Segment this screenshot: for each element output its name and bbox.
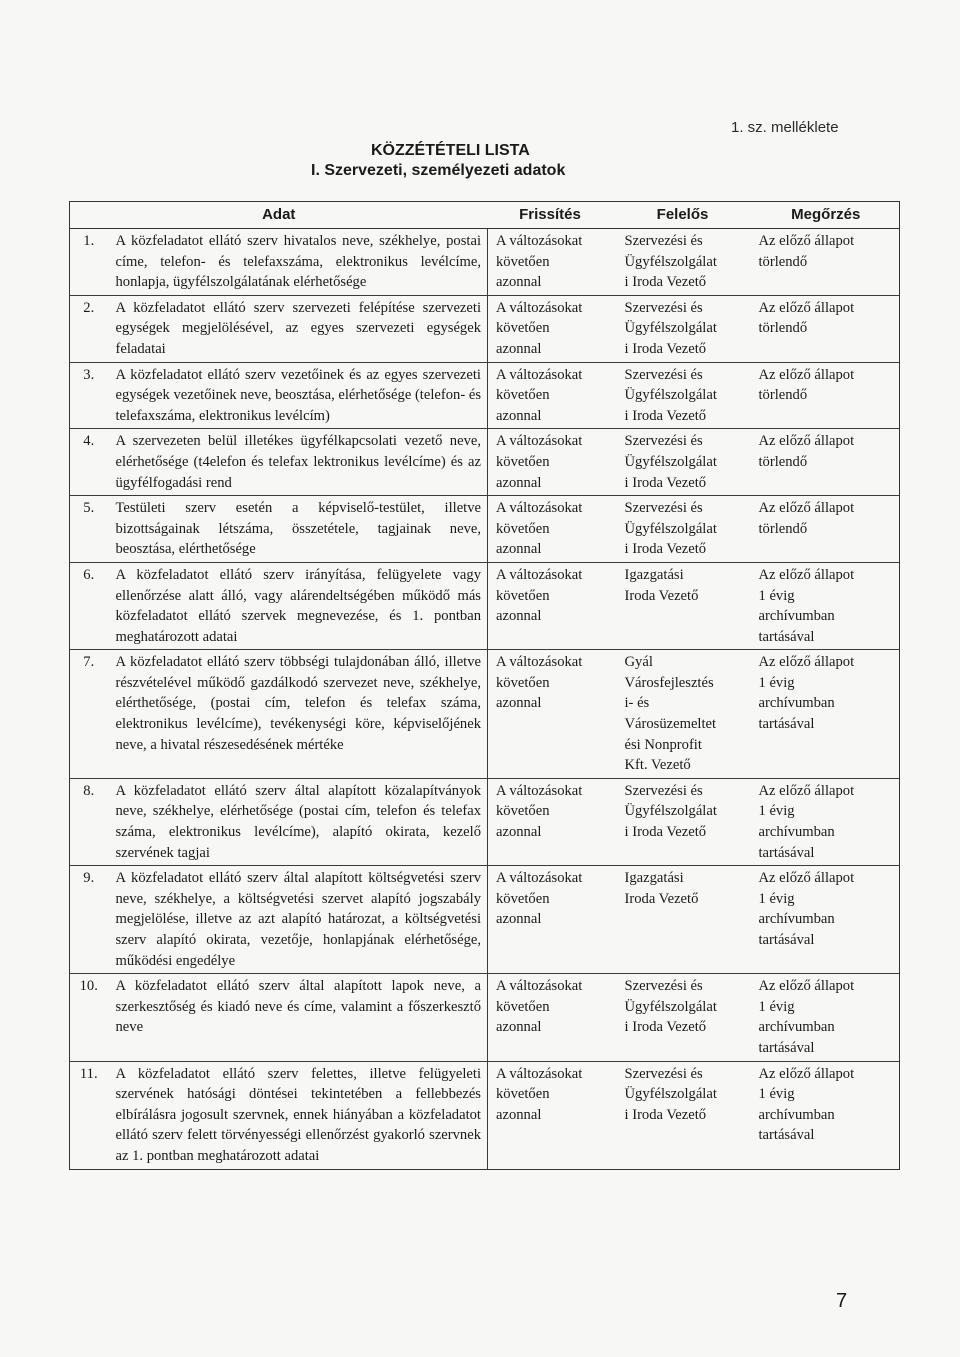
row-retention — [753, 429, 900, 496]
row-description: A közfeladatot ellátó szerv hivatalos neve, székhelye, postai címe, telefon- és telefaxszáma, elektronikus levélcíme, honlapja, ügyfélszolgálatának elérhetősége — [108, 229, 488, 296]
row-responsible-line: Iroda Vezető — [624, 587, 699, 604]
row-number: 8. — [70, 778, 108, 865]
row-update-frequency-line: követően — [496, 674, 550, 691]
row-retention — [753, 362, 900, 429]
row-responsible-line: Ügyfélszolgálat — [624, 1086, 717, 1103]
table-row — [70, 650, 900, 779]
row-description: A közfeladatot ellátó szerv többségi tulajdonában álló, illetve részvételével működő gazdálkodó szervezet neve, székhelye, elérthetősége, (postai cím, telefon és telefax száma, elektronikus levélcíme), tevékenységi köre, képviselőjének neve, a hivatal részesedésének mértéke — [108, 650, 488, 779]
row-responsible-line: Ügyfélszolgálat — [624, 453, 717, 470]
row-retention-line: Az előző állapot — [758, 978, 855, 995]
row-number: 3. — [70, 362, 108, 429]
row-update-frequency-line: azonnal — [496, 274, 542, 291]
row-retention-line: Az előző állapot — [758, 1065, 855, 1082]
row-update-frequency-line: követően — [496, 1086, 550, 1103]
row-responsible-line: Szervezési és — [624, 366, 703, 383]
row-responsible-line: Szervezési és — [624, 433, 703, 450]
row-retention-line: törlendő — [758, 253, 808, 270]
row-retention-line: Az előző állapot — [758, 366, 855, 383]
annex-label: 1. sz. melléklete — [731, 119, 839, 136]
row-responsible-line: Szervezési és — [624, 978, 703, 995]
row-retention-line: törlendő — [758, 320, 808, 337]
row-update-frequency-line: azonnal — [496, 608, 542, 625]
row-number: 9. — [70, 866, 108, 974]
row-responsible-line: Ügyfélszolgálat — [624, 998, 717, 1015]
row-responsible — [613, 1061, 753, 1169]
row-responsible-line: Szervezési és — [624, 500, 703, 517]
row-retention-line: tartásával — [758, 932, 815, 948]
row-responsible-line: i Iroda Vezető — [624, 1106, 707, 1123]
column-header-megorzes: Megőrzés — [753, 202, 900, 229]
row-responsible-line: i- és — [624, 695, 650, 712]
row-responsible-line: Ügyfélszolgálat — [624, 253, 717, 270]
row-retention — [753, 778, 900, 865]
row-responsible-line: Városfejlesztés — [624, 674, 714, 691]
row-retention-line: 1 évig — [758, 890, 795, 907]
row-retention-line: Az előző állapot — [758, 870, 855, 887]
row-responsible-line: i Iroda Vezető — [624, 541, 707, 558]
row-number: 7. — [70, 650, 108, 779]
row-update-frequency-line: azonnal — [496, 911, 542, 928]
row-description: A szervezeten belül illetékes ügyfélkapcsolati vezető neve, elérhetősége (t4elefon és telefax lektronikus levélcíme) és az ügyfélfogadási rend — [108, 429, 488, 496]
row-description: A közfeladatot ellátó szerv által alapított költségvetési szerv neve, székhelye, a költségvetési szervet alapító jogszabály megjelölése, illetve az azt alapító határozat, a költségvetési szerv alapító okirata, vezetője, honlapjának elérhetősége, működési engedélye — [108, 866, 488, 974]
row-responsible-line: Ügyfélszolgálat — [624, 520, 717, 537]
row-retention-line: 1 évig — [758, 674, 795, 691]
row-description: A közfeladatot ellátó szerv irányítása, felügyelete vagy ellenőrzése alatt álló, vagy alárendeltségében működő más közfeladatot ellátó szervek megnevezése, és 1. pontban meghatározott adatai — [108, 562, 488, 649]
column-header-frissites: Frissítés — [488, 202, 613, 229]
row-update-frequency-line: A változásokat — [496, 433, 583, 450]
row-description: A közfeladatot ellátó szerv vezetőinek és az egyes szervezeti egységek vezetőinek neve, beosztása, elérhetősége (telefon- és telefaxszáma, elektronikus levélcím) — [108, 362, 488, 429]
page-number: 7 — [836, 1290, 848, 1312]
row-update-frequency — [488, 562, 613, 649]
row-retention — [753, 229, 900, 296]
row-retention-line: törlendő — [758, 453, 808, 470]
row-responsible — [613, 362, 753, 429]
row-responsible-line: i Iroda Vezető — [624, 1019, 707, 1036]
row-retention — [753, 974, 900, 1061]
table-row — [70, 229, 900, 296]
row-update-frequency — [488, 650, 613, 779]
row-description: A közfeladatot ellátó szerv által alapított közalapítványok neve, székhelye, elérhetősége (postai cím, telefon és telefax száma, elektronikus levélcíme), alapító okirata, kezelő szervének tagjai — [108, 778, 488, 865]
row-retention-line: archívumban — [758, 824, 835, 841]
row-retention-line: törlendő — [758, 387, 808, 404]
row-responsible-line: Kft. Vezető — [624, 757, 691, 774]
row-retention-line: tartásával — [758, 1039, 815, 1056]
row-responsible-line: Igazgatási — [624, 566, 684, 583]
row-update-frequency — [488, 229, 613, 296]
row-retention-line: törlendő — [758, 520, 808, 537]
row-retention-line: tartásával — [758, 844, 815, 861]
row-description: A közfeladatot ellátó szerv szervezeti felépítése szervezeti egységek megjelölésével, az egyes szervezeti egységek feladatai — [108, 295, 488, 362]
table-row — [70, 778, 900, 865]
row-retention-line: 1 évig — [758, 803, 795, 820]
row-update-frequency-line: A változásokat — [496, 870, 583, 887]
row-retention-line: Az előző állapot — [758, 654, 855, 671]
row-update-frequency-line: A változásokat — [496, 566, 583, 583]
row-number: 6. — [70, 562, 108, 649]
row-responsible — [613, 295, 753, 362]
table-row — [70, 1061, 900, 1169]
row-update-frequency-line: A változásokat — [496, 654, 583, 671]
row-retention — [753, 866, 900, 974]
row-update-frequency — [488, 974, 613, 1061]
row-update-frequency — [488, 778, 613, 865]
row-update-frequency-line: azonnal — [496, 824, 542, 841]
row-update-frequency-line: A változásokat — [496, 500, 583, 517]
row-responsible-line: ési Nonprofit — [624, 736, 702, 753]
table-row — [70, 866, 900, 974]
row-update-frequency — [488, 1061, 613, 1169]
row-retention-line: archívumban — [758, 911, 835, 928]
row-retention-line: 1 évig — [758, 587, 795, 604]
row-responsible-line: Szervezési és — [624, 233, 703, 249]
row-update-frequency-line: A változásokat — [496, 299, 583, 316]
row-retention-line: archívumban — [758, 608, 835, 625]
row-update-frequency-line: azonnal — [496, 541, 542, 558]
row-update-frequency-line: A változásokat — [496, 1065, 583, 1082]
row-number: 1. — [70, 229, 108, 296]
row-responsible-line: i Iroda Vezető — [624, 474, 707, 491]
row-retention-line: tartásával — [758, 1127, 815, 1144]
row-responsible — [613, 866, 753, 974]
table-row — [70, 429, 900, 496]
row-retention-line: archívumban — [758, 1019, 835, 1036]
row-retention-line: Az előző állapot — [758, 233, 855, 249]
row-responsible-line: Iroda Vezető — [624, 890, 699, 907]
column-header-felelos: Felelős — [613, 202, 753, 229]
row-update-frequency — [488, 866, 613, 974]
row-responsible-line: Városüzemeltet — [624, 716, 717, 733]
row-responsible-line: Szervezési és — [624, 299, 703, 316]
row-update-frequency-line: A változásokat — [496, 233, 583, 249]
row-responsible-line: i Iroda Vezető — [624, 824, 707, 841]
row-update-frequency-line: azonnal — [496, 1019, 542, 1036]
row-number: 4. — [70, 429, 108, 496]
row-description: A közfeladatot ellátó szerv által alapított lapok neve, a szerkesztőség és kiadó neve és címe, valamint a főszerkesztő neve — [108, 974, 488, 1061]
row-retention-line: Az előző állapot — [758, 782, 855, 799]
row-responsible — [613, 429, 753, 496]
row-update-frequency-line: követően — [496, 890, 550, 907]
row-update-frequency-line: követően — [496, 253, 550, 270]
column-header-adat: Adat — [70, 202, 488, 229]
row-update-frequency — [488, 295, 613, 362]
row-update-frequency-line: azonnal — [496, 695, 542, 712]
row-responsible-line: Szervezési és — [624, 782, 703, 799]
row-update-frequency-line: azonnal — [496, 407, 542, 424]
row-responsible — [613, 974, 753, 1061]
row-update-frequency-line: követően — [496, 387, 550, 404]
row-responsible-line: Ügyfélszolgálat — [624, 320, 717, 337]
row-update-frequency — [488, 362, 613, 429]
row-retention-line: Az előző állapot — [758, 433, 855, 450]
row-update-frequency-line: követően — [496, 803, 550, 820]
row-responsible-line: Igazgatási — [624, 870, 684, 887]
row-retention-line: tartásával — [758, 628, 815, 645]
row-retention-line: 1 évig — [758, 1086, 795, 1103]
row-retention — [753, 650, 900, 779]
table-header-row — [70, 202, 900, 229]
row-retention-line: Az előző állapot — [758, 500, 855, 517]
row-responsible-line: i Iroda Vezető — [624, 407, 707, 424]
row-retention-line: 1 évig — [758, 998, 795, 1015]
row-retention — [753, 496, 900, 563]
row-update-frequency-line: A változásokat — [496, 782, 583, 799]
table-row — [70, 562, 900, 649]
row-number: 2. — [70, 295, 108, 362]
table-row — [70, 362, 900, 429]
document-title: KÖZZÉTÉTELI LISTA — [371, 142, 530, 159]
row-retention-line: tartásával — [758, 716, 815, 733]
row-responsible — [613, 229, 753, 296]
disclosure-table — [69, 201, 900, 1170]
row-update-frequency-line: követően — [496, 520, 550, 537]
row-responsible-line: Gyál — [624, 654, 653, 671]
row-retention-line: archívumban — [758, 695, 835, 712]
row-number: 11. — [70, 1061, 108, 1169]
row-description: A közfeladatot ellátó szerv felettes, illetve felügyeleti szervének hatósági döntései tekintetében a fellebbezés elbírálásra jogosult szervnek, ennek hiányában a közfeladatot ellátó szerv felett törvényességi ellenőrzést gyakorló szervnek az 1. pontban meghatározott adatai — [108, 1061, 488, 1169]
table-body — [70, 229, 900, 1170]
row-responsible — [613, 496, 753, 563]
row-responsible-line: i Iroda Vezető — [624, 340, 707, 357]
row-retention-line: Az előző állapot — [758, 566, 855, 583]
row-responsible — [613, 650, 753, 779]
row-number: 5. — [70, 496, 108, 563]
row-update-frequency-line: követően — [496, 998, 550, 1015]
row-update-frequency — [488, 429, 613, 496]
row-responsible — [613, 562, 753, 649]
row-responsible-line: Ügyfélszolgálat — [624, 803, 717, 820]
row-retention-line: Az előző állapot — [758, 299, 855, 316]
table-row — [70, 295, 900, 362]
row-update-frequency-line: A változásokat — [496, 978, 583, 995]
row-update-frequency-line: azonnal — [496, 1106, 542, 1123]
row-update-frequency-line: A változásokat — [496, 366, 583, 383]
row-update-frequency-line: követően — [496, 320, 550, 337]
table-row — [70, 496, 900, 563]
row-retention-line: archívumban — [758, 1106, 835, 1123]
document-subtitle: I. Szervezeti, személyezeti adatok — [311, 162, 566, 179]
row-update-frequency-line: követően — [496, 587, 550, 604]
row-update-frequency — [488, 496, 613, 563]
row-number: 10. — [70, 974, 108, 1061]
row-responsible-line: Szervezési és — [624, 1065, 703, 1082]
row-retention — [753, 1061, 900, 1169]
row-update-frequency-line: követően — [496, 453, 550, 470]
row-update-frequency-line: azonnal — [496, 474, 542, 491]
row-retention — [753, 295, 900, 362]
row-description: Testületi szerv esetén a képviselő-testület, illetve bizottságainak létszáma, összetétele, tagjainak neve, beosztása, elérthetősége — [108, 496, 488, 563]
row-update-frequency-line: azonnal — [496, 340, 542, 357]
table-row — [70, 974, 900, 1061]
row-responsible-line: i Iroda Vezető — [624, 274, 707, 291]
row-responsible-line: Ügyfélszolgálat — [624, 387, 717, 404]
row-retention — [753, 562, 900, 649]
row-responsible — [613, 778, 753, 865]
